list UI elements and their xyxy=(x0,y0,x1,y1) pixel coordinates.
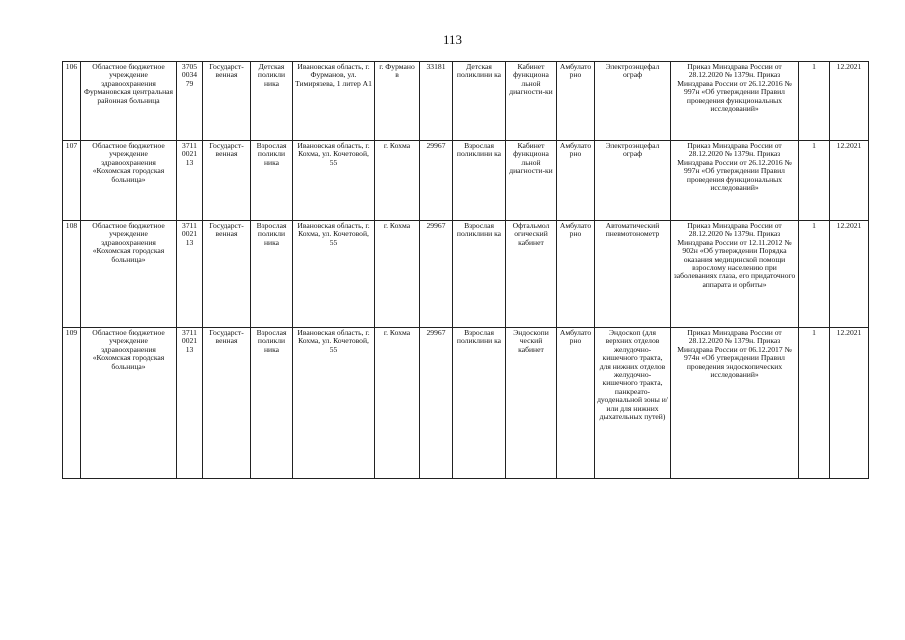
organization-code: 3705 0034 79 xyxy=(177,62,203,141)
delivery-date: 12.2021 xyxy=(830,328,869,479)
organization-name: Областное бюджетное учреждение здравоохранения «Кохомская городская больница» xyxy=(81,221,177,328)
equipment-name: Автоматический пневмотонометр xyxy=(595,221,671,328)
delivery-date: 12.2021 xyxy=(830,141,869,221)
regulatory-document: Приказ Минздрава России от 28.12.2020 № 1379н. Приказ Минздрава России от 26.12.2016 № 997н «Об утверждении Правил проведения функциональных исследований» xyxy=(671,141,799,221)
table-row xyxy=(63,221,869,328)
quantity: 1 xyxy=(799,62,830,141)
room-name: Кабинет функциона льной диагности-ки xyxy=(506,62,557,141)
address: Ивановская область, г. Кохма, ул. Кочетовой, 55 xyxy=(293,141,375,221)
care-type: Амбулато рно xyxy=(557,141,595,221)
room-name: Офтальмол огический кабинет xyxy=(506,221,557,328)
equipment-name: Электроэнцефал ограф xyxy=(595,62,671,141)
table-row xyxy=(63,141,869,221)
page-number: 113 xyxy=(442,32,463,47)
city: г. Кохма xyxy=(375,221,420,328)
organization-name: Областное бюджетное учреждение здравоохранения «Кохомская городская больница» xyxy=(81,328,177,479)
city: г. Кохма xyxy=(375,141,420,221)
index-code: 29967 xyxy=(420,328,453,479)
quantity: 1 xyxy=(799,141,830,221)
quantity: 1 xyxy=(799,328,830,479)
city: г. Фурмано в xyxy=(375,62,420,141)
address: Ивановская область, г. Фурманов, ул. Тимирязева, 1 литер А1 xyxy=(293,62,375,141)
delivery-date: 12.2021 xyxy=(830,221,869,328)
table-row xyxy=(63,62,869,141)
row-number: 106 xyxy=(63,62,81,141)
organization-name: Областное бюджетное учреждение здравоохранения Фурмановская центральная районная больница xyxy=(81,62,177,141)
care-type: Амбулато рно xyxy=(557,221,595,328)
organization-code: 3711 0021 13 xyxy=(177,141,203,221)
subdivision: Взрослая поликлини ка xyxy=(453,328,506,479)
index-code: 29967 xyxy=(420,221,453,328)
ownership-form: Государст-венная xyxy=(203,328,251,479)
quantity: 1 xyxy=(799,221,830,328)
index-code: 29967 xyxy=(420,141,453,221)
organization-code: 3711 0021 13 xyxy=(177,221,203,328)
equipment-register-table xyxy=(62,61,869,479)
division-name: Взрослая поликли ника xyxy=(251,141,293,221)
row-number: 109 xyxy=(63,328,81,479)
index-code: 33181 xyxy=(420,62,453,141)
division-name: Взрослая поликли ника xyxy=(251,328,293,479)
ownership-form: Государст-венная xyxy=(203,221,251,328)
organization-name: Областное бюджетное учреждение здравоохранения «Кохомская городская больница» xyxy=(81,141,177,221)
subdivision: Детская поликлини ка xyxy=(453,62,506,141)
table-row xyxy=(63,328,869,479)
address: Ивановская область, г. Кохма, ул. Кочетовой, 55 xyxy=(293,221,375,328)
room-name: Кабинет функциона льной диагности-ки xyxy=(506,141,557,221)
city: г. Кохма xyxy=(375,328,420,479)
address: Ивановская область, г. Кохма, ул. Кочетовой, 55 xyxy=(293,328,375,479)
ownership-form: Государст-венная xyxy=(203,62,251,141)
ownership-form: Государст-венная xyxy=(203,141,251,221)
division-name: Детская поликли ника xyxy=(251,62,293,141)
subdivision: Взрослая поликлини ка xyxy=(453,221,506,328)
row-number: 107 xyxy=(63,141,81,221)
room-name: Эндоскопи ческий кабинет xyxy=(506,328,557,479)
equipment-name: Электроэнцефал ограф xyxy=(595,141,671,221)
delivery-date: 12.2021 xyxy=(830,62,869,141)
care-type: Амбулато рно xyxy=(557,328,595,479)
care-type: Амбулато рно xyxy=(557,62,595,141)
regulatory-document: Приказ Минздрава России от 28.12.2020 № 1379н. Приказ Минздрава России от 12.11.2012 № 902н «Об утверждении Порядка оказания медицинской помощи взрослому населению при заболеваниях глаза, его придаточного аппарата и орбиты» xyxy=(671,221,799,328)
regulatory-document: Приказ Минздрава России от 28.12.2020 № 1379н. Приказ Минздрава России от 26.12.2016 № 997н «Об утверждении Правил проведения функциональных исследований» xyxy=(671,62,799,141)
row-number: 108 xyxy=(63,221,81,328)
division-name: Взрослая поликли ника xyxy=(251,221,293,328)
equipment-name: Эндоскоп (для верхних отделов желудочно-кишечного тракта, для нижних отделов желудочно-кишечного тракта, панкреато-дуоденальной зоны и/или для нижних дыхательных путей) xyxy=(595,328,671,479)
organization-code: 3711 0021 13 xyxy=(177,328,203,479)
subdivision: Взрослая поликлини ка xyxy=(453,141,506,221)
regulatory-document: Приказ Минздрава России от 28.12.2020 № 1379н. Приказ Минздрава России от 06.12.2017 № 974н «Об утверждении Правил проведения эндоскопических исследований» xyxy=(671,328,799,479)
